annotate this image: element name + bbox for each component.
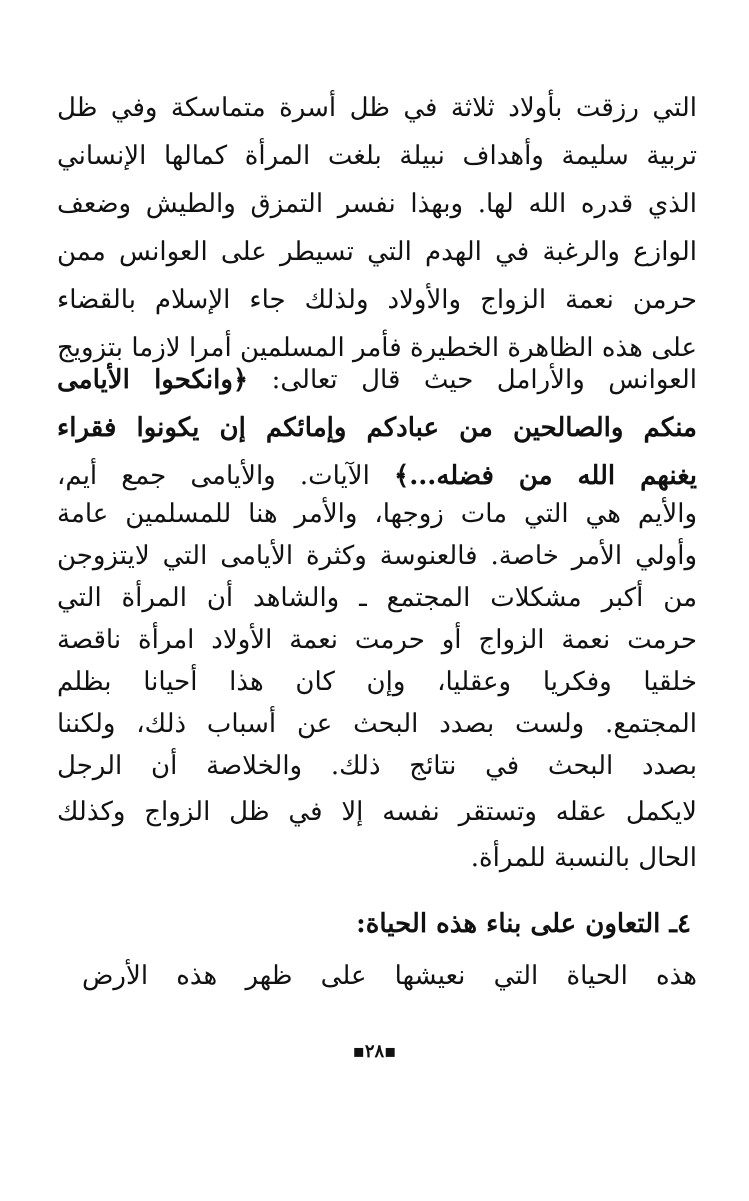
body-line-12: من أكبر مشكلات المجتمع ـ والشاهد أن المرأة التي xyxy=(57,583,697,613)
body-line-14: خلقيا وفكريا وعقليا، وإن كان هذا أحيانا بظلم xyxy=(57,667,697,697)
body-line-10: والأيم هي التي مات زوجها، والأمر هنا للمسلمين عامة xyxy=(57,499,697,529)
section-heading: ٤ـ التعاون على بناء هذه الحياة: xyxy=(356,909,691,939)
body-line-2: تربية سليمة وأهداف نبيلة بلغت المرأة كمالها الإنساني xyxy=(57,141,697,171)
section-first-line: هذه الحياة التي نعيشها على ظهر هذه الأرض xyxy=(82,961,697,991)
body-line-7 xyxy=(57,360,697,400)
body-line-11: وأولي الأمر خاصة. فالعنوسة وكثرة الأيامى التي لايتزوجن xyxy=(57,541,697,571)
body-line-16: بصدد البحث في نتائج ذلك. والخلاصة أن الرجل xyxy=(57,751,697,781)
body-line-9-text: الآيات. والأيامى جمع أيم، xyxy=(57,461,394,491)
body-line-15: المجتمع. ولست بصدد البحث عن أسباب ذلك، ولكننا xyxy=(57,709,697,739)
body-line-13: حرمت نعمة الزواج أو حرمت نعمة الأولاد امرأة ناقصة xyxy=(57,625,697,655)
body-line-7-text: العوانس والأرامل حيث قال تعالى: xyxy=(248,365,697,395)
body-line-4: الوازع والرغبة في الهدم التي تسيطر على العوانس ممن xyxy=(57,237,697,267)
page-number: ▪٢٨▪ xyxy=(352,1041,397,1062)
quran-verse-end: يغنهم الله من فضله...﴾ xyxy=(393,461,697,491)
quran-verse-start: ﴿وانكحوا الأيامى xyxy=(57,365,249,395)
body-line-5: حرمن نعمة الزواج والأولاد ولذلك جاء الإسلام بالقضاء xyxy=(57,285,697,315)
body-line-18: الحال بالنسبة للمرأة. xyxy=(470,843,697,873)
body-line-3: الذي قدره الله لها. وبهذا نفسر التمزق والطيش وضعف xyxy=(57,189,697,219)
body-line-17: لايكمل عقله وتستقر نفسه إلا في ظل الزواج وكذلك xyxy=(57,797,697,827)
body-line-1: التي رزقت بأولاد ثلاثة في ظل أسرة متماسكة وفي ظل xyxy=(57,93,697,123)
body-line-9 xyxy=(57,456,697,496)
quran-verse-line: منكم والصالحين من عبادكم وإمائكم إن يكونوا فقراء xyxy=(57,413,697,443)
body-line-6: على هذه الظاهرة الخطيرة فأمر المسلمين أمرا لازما بتزويج xyxy=(57,333,697,363)
